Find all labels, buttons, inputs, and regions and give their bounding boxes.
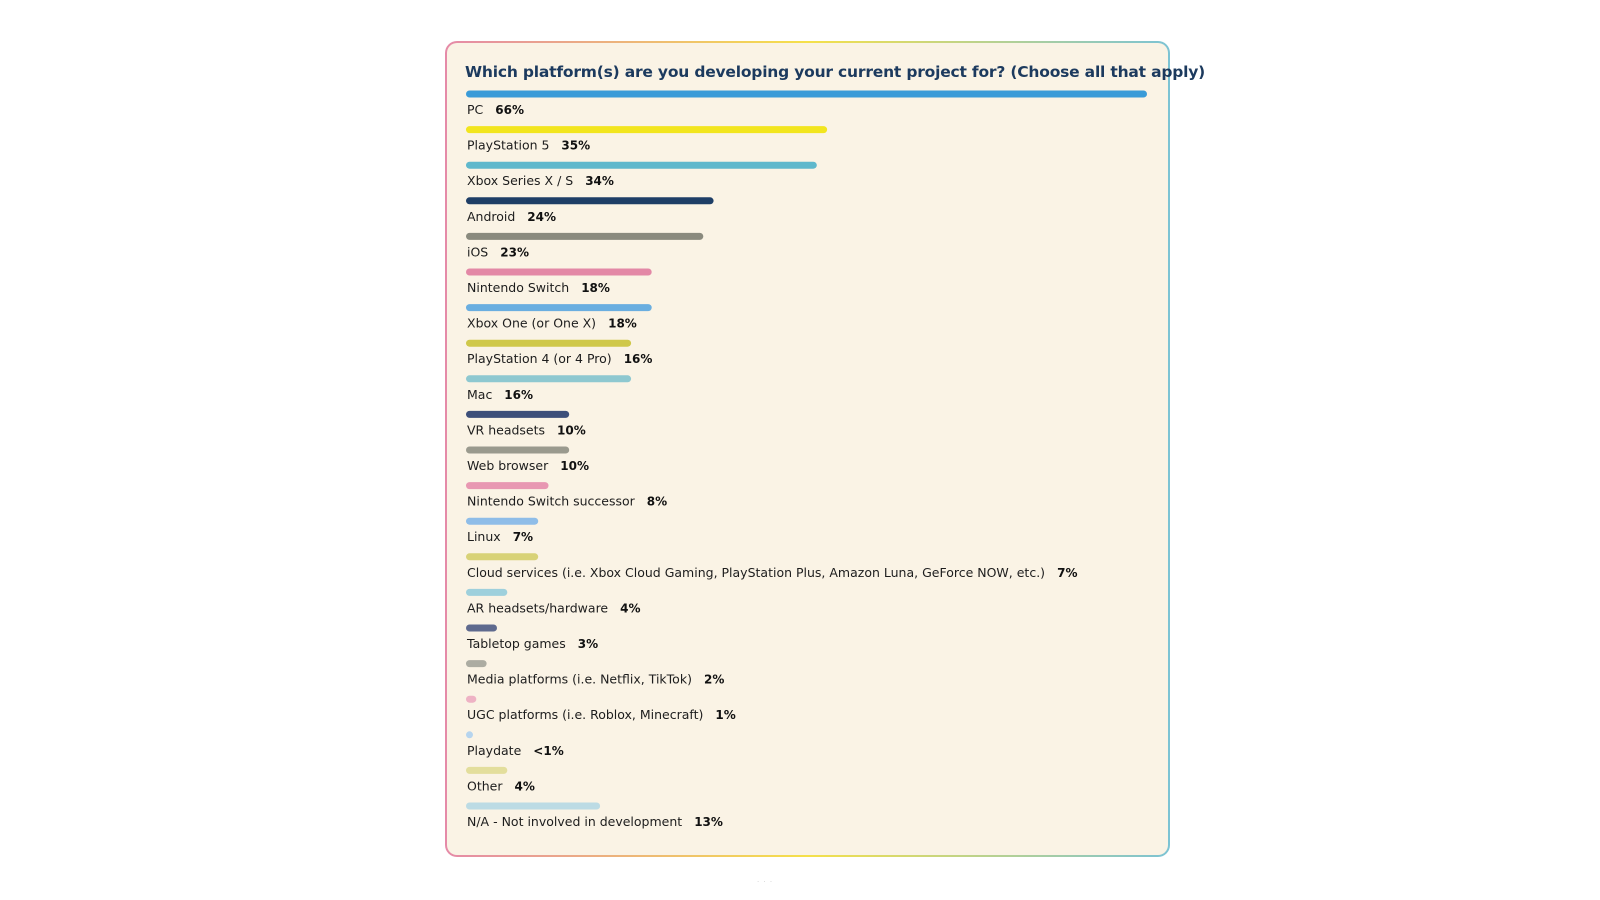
value-label-12: 7%	[512, 530, 534, 545]
category-label-19: Other	[467, 778, 503, 794]
category-label-14: AR headsets/hardware	[467, 600, 609, 616]
value-label-15: 3%	[577, 637, 599, 651]
bar-10	[466, 447, 569, 454]
value-label-18: <1%	[533, 743, 564, 758]
category-label-1: PlayStation 5	[467, 137, 550, 153]
value-label-0: 66%	[495, 103, 525, 117]
value-label-6: 18%	[608, 316, 637, 331]
bar-15	[466, 625, 497, 632]
category-label-15: Tabletop games	[467, 636, 566, 651]
category-label-18: Playdate	[467, 742, 522, 758]
bar-13	[466, 553, 538, 560]
bar-4	[466, 233, 703, 240]
value-label-2: 34%	[585, 174, 614, 189]
value-label-20: 13%	[694, 815, 723, 829]
value-label-19: 4%	[514, 779, 535, 794]
category-label-0: PC	[467, 102, 484, 117]
bar-1	[466, 126, 827, 133]
bar-7	[466, 340, 631, 347]
category-label-3: Android	[467, 208, 516, 224]
value-label-10: 10%	[560, 459, 590, 473]
category-label-10: Web browser	[467, 458, 549, 473]
bar-16	[466, 660, 487, 667]
category-label-7: PlayStation 4 (or 4 Pro)	[467, 351, 612, 367]
category-label-9: VR headsets	[467, 422, 546, 438]
category-label-16: Media platforms (i.e. Netflix, TikTok)	[467, 671, 692, 687]
bar-12	[466, 518, 538, 525]
category-label-20: N/A - Not involved in development	[467, 814, 683, 829]
bar-17	[466, 696, 476, 703]
category-label-17: UGC platforms (i.e. Roblox, Minecraft)	[467, 707, 704, 723]
category-label-5: Nintendo Switch	[467, 280, 570, 295]
value-label-8: 16%	[504, 387, 534, 402]
page-footer-mark: · · ·	[757, 878, 774, 886]
value-label-17: 1%	[715, 708, 736, 723]
category-label-8: Mac	[467, 386, 493, 402]
bar-5	[466, 269, 652, 276]
value-label-9: 10%	[557, 423, 586, 438]
category-label-12: Linux	[467, 529, 501, 545]
bar-9	[466, 411, 569, 418]
value-label-1: 35%	[561, 138, 591, 153]
chart-title: Which platform(s) are you developing your current project for? (Choose all that apply)	[465, 63, 1206, 81]
value-label-14: 4%	[620, 601, 641, 616]
category-label-13: Cloud services (i.e. Xbox Cloud Gaming, PlayStation Plus, Amazon Luna, GeForce NOW, etc.)	[467, 564, 1046, 580]
category-label-11: Nintendo Switch successor	[467, 493, 635, 509]
value-label-4: 23%	[500, 245, 530, 260]
bar-2	[466, 162, 817, 169]
bar-0	[466, 91, 1147, 98]
bar-6	[466, 304, 652, 311]
value-label-11: 8%	[646, 494, 668, 509]
value-label-13: 7%	[1057, 565, 1078, 580]
bar-11	[466, 482, 549, 489]
bar-19	[466, 767, 507, 774]
value-label-3: 24%	[527, 209, 557, 224]
bar-3	[466, 197, 714, 204]
category-label-6: Xbox One (or One X)	[467, 315, 597, 331]
bar-14	[466, 589, 507, 596]
value-label-16: 2%	[704, 672, 725, 687]
category-label-4: iOS	[467, 244, 489, 260]
value-label-7: 16%	[623, 352, 653, 367]
category-label-2: Xbox Series X / S	[467, 173, 574, 189]
bar-20	[466, 803, 600, 810]
value-label-5: 18%	[581, 281, 610, 295]
bar-8	[466, 375, 631, 382]
bar-18	[466, 731, 473, 738]
